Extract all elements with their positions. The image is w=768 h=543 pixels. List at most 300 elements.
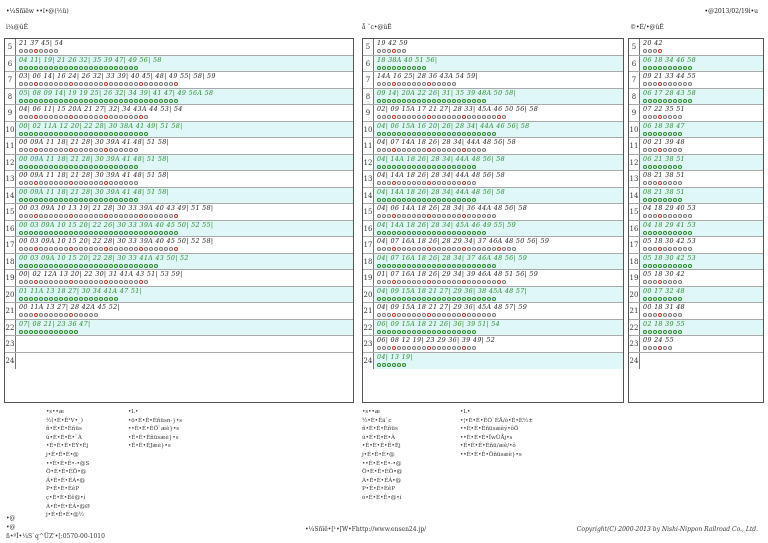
marker-dot [457, 264, 461, 268]
marker-dot [59, 247, 63, 251]
marker-dot [402, 330, 406, 334]
marker-dot [442, 264, 446, 268]
marker-dot [688, 82, 692, 86]
marker-dot [59, 297, 63, 301]
marker-dot [643, 330, 647, 334]
marker-dot [134, 181, 138, 185]
marker-dot [643, 313, 647, 317]
marker-dot [39, 231, 43, 235]
train-type-markers [643, 245, 761, 253]
marker-dot [129, 148, 133, 152]
marker-dot [69, 264, 73, 268]
marker-dot [159, 247, 163, 251]
marker-dot [39, 82, 43, 86]
marker-dot [149, 264, 153, 268]
minutes-text: 04| 06 11| 15 20A 21 27| 32| 34 43A 44 53| 54 [19, 105, 183, 113]
marker-dot [477, 280, 481, 284]
marker-dot [99, 231, 103, 235]
marker-dot [678, 231, 682, 235]
marker-dot [658, 66, 662, 70]
marker-dot [442, 231, 446, 235]
marker-dot [648, 165, 652, 169]
marker-dot [54, 231, 58, 235]
legend-line: •É•É•É•Éñü/æè/•ô [460, 443, 516, 450]
marker-dot [64, 313, 68, 317]
marker-dot [84, 66, 88, 70]
train-type-markers [19, 80, 351, 88]
marker-dot [658, 49, 662, 53]
marker-dot [673, 231, 677, 235]
marker-dot [59, 264, 63, 268]
table-row [363, 89, 623, 106]
marker-dot [49, 49, 53, 53]
minutes-text: 09 14| 20A 22 26| 31| 35 39 48A 50 58| [377, 88, 517, 97]
train-type-markers [377, 262, 621, 270]
marker-dot [387, 330, 391, 334]
marker-dot [139, 280, 143, 284]
hour-cell: 12 [629, 155, 640, 171]
marker-dot [397, 313, 401, 317]
minutes-cell [377, 138, 621, 154]
legend-line: •É•É•Éñüsæè}•s [128, 434, 179, 441]
minutes-cell [643, 188, 761, 204]
marker-dot [29, 99, 33, 103]
marker-dot [668, 82, 672, 86]
marker-dot [124, 280, 128, 284]
minutes-text: 08 21 38 51 [643, 187, 685, 196]
table-row [5, 287, 353, 304]
marker-dot [59, 66, 63, 70]
marker-dot [407, 165, 411, 169]
minutes-text: 06 18 38 47 [643, 121, 685, 130]
marker-dot [94, 115, 98, 119]
marker-dot [99, 214, 103, 218]
marker-dot [668, 115, 672, 119]
minutes-text: 04| 14A 18 26| 28 34| 44A 48 56| 58 [377, 154, 505, 163]
marker-dot [668, 264, 672, 268]
marker-dot [467, 346, 471, 350]
marker-dot [89, 198, 93, 202]
marker-dot [402, 231, 406, 235]
marker-dot [658, 264, 662, 268]
marker-dot [412, 148, 416, 152]
marker-dot [84, 165, 88, 169]
marker-dot [104, 297, 108, 301]
marker-dot [54, 330, 58, 334]
marker-dot [648, 264, 652, 268]
minutes-cell [377, 72, 621, 88]
table-row [5, 105, 353, 122]
marker-dot [417, 99, 421, 103]
marker-dot [472, 264, 476, 268]
hour-cell: 7 [363, 72, 374, 88]
hour-cell: 22 [363, 320, 374, 336]
marker-dot [663, 99, 667, 103]
minutes-cell [643, 72, 761, 88]
minutes-text: 00 03 09A 10 15 20| 22 28| 30 33 39A 40 45 50| 52 58| [19, 237, 214, 245]
minutes-text: 04 11| 19| 21 26 32| 35 39 47| 49 56| 58 [19, 55, 162, 64]
marker-dot [124, 66, 128, 70]
marker-dot [477, 99, 481, 103]
marker-dot [94, 165, 98, 169]
train-type-markers [643, 328, 761, 336]
marker-dot [59, 165, 63, 169]
marker-dot [402, 198, 406, 202]
marker-dot [164, 82, 168, 86]
marker-dot [462, 115, 466, 119]
footer-url: •¼Sñïë•[¹•[W•Fhttp://www.ensen24.jp/ [305, 526, 427, 533]
train-type-markers [377, 278, 621, 286]
marker-dot [437, 264, 441, 268]
marker-dot [109, 247, 113, 251]
marker-dot [377, 132, 381, 136]
marker-dot [119, 198, 123, 202]
marker-dot [59, 280, 63, 284]
legend-line: Á•É•É•ÉÁ•@ [362, 477, 402, 484]
marker-dot [49, 297, 53, 301]
train-type-markers [377, 295, 621, 303]
marker-dot [159, 231, 163, 235]
marker-dot [19, 148, 23, 152]
marker-dot [124, 132, 128, 136]
table-row [363, 221, 623, 238]
hour-cell: 24 [629, 353, 640, 370]
marker-dot [407, 132, 411, 136]
minutes-text: 18 38A 40 51 56| [377, 55, 438, 64]
marker-dot [668, 148, 672, 152]
marker-dot [382, 198, 386, 202]
marker-dot [412, 132, 416, 136]
minutes-cell [19, 221, 351, 237]
marker-dot [653, 99, 657, 103]
marker-dot [678, 198, 682, 202]
marker-dot [407, 247, 411, 251]
marker-dot [457, 165, 461, 169]
table-row [363, 188, 623, 205]
marker-dot [164, 247, 168, 251]
marker-dot [99, 148, 103, 152]
marker-dot [39, 313, 43, 317]
train-type-markers [19, 113, 351, 121]
marker-dot [407, 264, 411, 268]
hour-cell: 8 [5, 89, 16, 105]
marker-dot [457, 115, 461, 119]
marker-dot [452, 99, 456, 103]
marker-dot [678, 247, 682, 251]
marker-dot [79, 82, 83, 86]
marker-dot [688, 231, 692, 235]
hour-cell: 20 [629, 287, 640, 303]
marker-dot [54, 280, 58, 284]
marker-dot [452, 330, 456, 334]
marker-dot [69, 247, 73, 251]
marker-dot [668, 165, 672, 169]
marker-dot [144, 264, 148, 268]
marker-dot [447, 115, 451, 119]
marker-dot [452, 297, 456, 301]
subtitle-col2: å ¨c•@ûÊ [362, 24, 392, 31]
marker-dot [417, 181, 421, 185]
legend-heading: •s••æ [46, 409, 65, 415]
hour-cell: 16 [629, 221, 640, 237]
marker-dot [512, 247, 516, 251]
marker-dot [422, 198, 426, 202]
minutes-cell [643, 155, 761, 171]
train-type-markers [643, 130, 761, 138]
marker-dot [89, 66, 93, 70]
marker-dot [39, 280, 43, 284]
marker-dot [462, 148, 466, 152]
marker-dot [392, 49, 396, 53]
marker-dot [94, 132, 98, 136]
marker-dot [119, 280, 123, 284]
marker-dot [19, 132, 23, 136]
minutes-cell [19, 188, 351, 204]
marker-dot [114, 99, 118, 103]
marker-dot [653, 280, 657, 284]
marker-dot [412, 231, 416, 235]
minutes-text: 05 18 30 42 [643, 270, 685, 278]
marker-dot [74, 99, 78, 103]
marker-dot [59, 148, 63, 152]
marker-dot [663, 165, 667, 169]
hour-cell: 5 [363, 39, 374, 55]
marker-dot [477, 115, 481, 119]
marker-dot [442, 297, 446, 301]
marker-dot [673, 115, 677, 119]
marker-dot [114, 165, 118, 169]
marker-dot [129, 181, 133, 185]
table-row [363, 122, 623, 139]
marker-dot [452, 231, 456, 235]
marker-dot [119, 82, 123, 86]
train-type-markers [643, 295, 761, 303]
marker-dot [109, 280, 113, 284]
marker-dot [139, 82, 143, 86]
table-row [629, 56, 763, 73]
minutes-text: 01| 07 16A 18 26| 29 34| 39 46A 48 51 56| 59 [377, 270, 539, 278]
marker-dot [114, 198, 118, 202]
marker-dot [39, 181, 43, 185]
hour-cell: 24 [363, 353, 374, 370]
marker-dot [382, 82, 386, 86]
marker-dot [643, 99, 647, 103]
marker-dot [89, 165, 93, 169]
marker-dot [24, 214, 28, 218]
marker-dot [678, 280, 682, 284]
table-row [629, 89, 763, 106]
marker-dot [109, 82, 113, 86]
minutes-text: 00 03 09A 10 15 20| 22 26| 30 33 39A 40 45 50| 52 55| [19, 220, 214, 229]
marker-dot [169, 214, 173, 218]
legend-line: P•É•É•ÉêP [362, 486, 395, 493]
marker-dot [377, 346, 381, 350]
marker-dot [44, 49, 48, 53]
marker-dot [442, 82, 446, 86]
hour-cell: 17 [629, 237, 640, 253]
marker-dot [164, 99, 168, 103]
marker-dot [64, 330, 68, 334]
marker-dot [74, 198, 78, 202]
marker-dot [24, 297, 28, 301]
legend-line: j•É•É•É•@½ [46, 512, 85, 519]
marker-dot [109, 132, 113, 136]
marker-dot [447, 214, 451, 218]
marker-dot [64, 82, 68, 86]
marker-dot [104, 231, 108, 235]
marker-dot [89, 214, 93, 218]
marker-dot [89, 247, 93, 251]
hour-cell: 6 [629, 56, 640, 72]
hour-cell: 20 [363, 287, 374, 303]
marker-dot [673, 82, 677, 86]
marker-dot [29, 247, 33, 251]
marker-dot [397, 82, 401, 86]
marker-dot [392, 264, 396, 268]
marker-dot [149, 82, 153, 86]
table-row [363, 56, 623, 73]
marker-dot [653, 231, 657, 235]
marker-dot [427, 280, 431, 284]
marker-dot [658, 115, 662, 119]
minutes-text: 19 42 59 [377, 39, 408, 47]
table-row [363, 237, 623, 254]
marker-dot [472, 313, 476, 317]
marker-dot [387, 115, 391, 119]
marker-dot [377, 363, 381, 367]
marker-dot [24, 231, 28, 235]
marker-dot [99, 198, 103, 202]
table-row [363, 336, 623, 353]
marker-dot [427, 247, 431, 251]
minutes-cell [19, 39, 351, 55]
table-row [5, 320, 353, 337]
marker-dot [653, 297, 657, 301]
minutes-text: 05| 08 09 14| 19 19 25| 26 32| 34 39| 41 47| 49 56A 58 [19, 88, 214, 97]
marker-dot [648, 82, 652, 86]
marker-dot [54, 181, 58, 185]
marker-dot [124, 247, 128, 251]
train-type-markers [19, 97, 351, 105]
marker-dot [24, 82, 28, 86]
legend-left [46, 408, 90, 520]
marker-dot [452, 214, 456, 218]
marker-dot [84, 280, 88, 284]
marker-dot [69, 165, 73, 169]
marker-dot [643, 82, 647, 86]
marker-dot [139, 99, 143, 103]
marker-dot [427, 198, 431, 202]
train-type-markers [377, 163, 621, 171]
marker-dot [109, 165, 113, 169]
minutes-cell [643, 204, 761, 220]
hour-cell: 23 [629, 336, 640, 352]
table-row [5, 221, 353, 238]
minutes-cell [377, 204, 621, 220]
marker-dot [64, 280, 68, 284]
marker-dot [34, 148, 38, 152]
marker-dot [407, 297, 411, 301]
minutes-cell [377, 287, 621, 303]
hour-cell: 14 [363, 188, 374, 204]
marker-dot [442, 132, 446, 136]
marker-dot [109, 264, 113, 268]
marker-dot [34, 181, 38, 185]
marker-dot [643, 346, 647, 350]
marker-dot [69, 115, 73, 119]
marker-dot [678, 99, 682, 103]
marker-dot [447, 99, 451, 103]
marker-dot [653, 49, 657, 53]
marker-dot [79, 165, 83, 169]
marker-dot [387, 280, 391, 284]
train-type-markers [643, 311, 761, 319]
minutes-cell [19, 56, 351, 72]
marker-dot [387, 231, 391, 235]
marker-dot [64, 247, 68, 251]
train-type-markers [19, 295, 351, 303]
marker-dot [402, 313, 406, 317]
marker-dot [422, 231, 426, 235]
marker-dot [19, 247, 23, 251]
marker-dot [402, 49, 406, 53]
table-row [5, 39, 353, 56]
table-row [629, 171, 763, 188]
marker-dot [74, 247, 78, 251]
marker-dot [663, 264, 667, 268]
marker-dot [79, 247, 83, 251]
marker-dot [119, 148, 123, 152]
marker-dot [417, 313, 421, 317]
legend-line: •¦•É•É•ÉÖ`ÉÄ/ò•É•É½± [460, 417, 533, 424]
marker-dot [104, 99, 108, 103]
hour-cell: 5 [5, 39, 16, 55]
marker-dot [387, 99, 391, 103]
marker-dot [382, 66, 386, 70]
marker-dot [417, 231, 421, 235]
marker-dot [382, 49, 386, 53]
marker-dot [34, 49, 38, 53]
marker-dot [402, 181, 406, 185]
marker-dot [84, 82, 88, 86]
marker-dot [59, 231, 63, 235]
marker-dot [154, 231, 158, 235]
marker-dot [44, 99, 48, 103]
marker-dot [382, 231, 386, 235]
marker-dot [422, 264, 426, 268]
marker-dot [437, 132, 441, 136]
marker-dot [437, 346, 441, 350]
marker-dot [139, 115, 143, 119]
marker-dot [84, 181, 88, 185]
marker-dot [44, 231, 48, 235]
marker-dot [109, 297, 113, 301]
marker-dot [99, 66, 103, 70]
marker-dot [658, 99, 662, 103]
marker-dot [124, 264, 128, 268]
marker-dot [663, 198, 667, 202]
marker-dot [119, 181, 123, 185]
minutes-text: 06 21 38 51 [643, 154, 685, 163]
marker-dot [432, 280, 436, 284]
marker-dot [422, 82, 426, 86]
minutes-text: 04| 07 16A 18 26| 28 34| 37 46A 48 56| 59 [377, 253, 528, 262]
table-row [5, 237, 353, 254]
marker-dot [44, 247, 48, 251]
marker-dot [159, 99, 163, 103]
marker-dot [124, 82, 128, 86]
marker-dot [402, 66, 406, 70]
